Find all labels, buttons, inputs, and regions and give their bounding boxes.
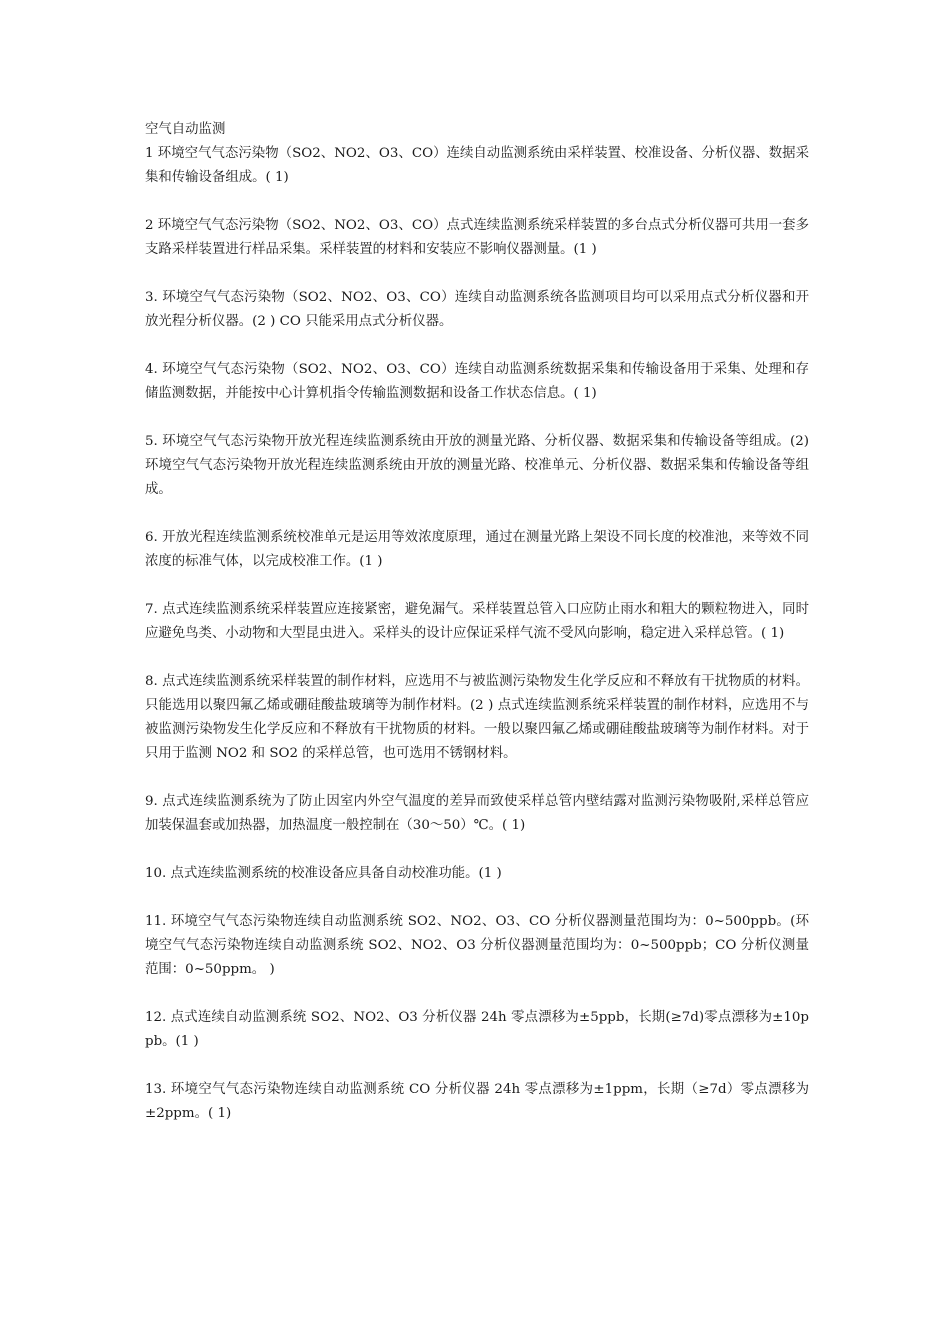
paragraph-2: 2 环境空气气态污染物（SO2、NO2、O3、CO）点式连续监测系统采样装置的多台点式分析仪器可共用一套多支路采样装置进行样品采集。采样装置的材料和安装应不影响仪器测量。(1 ) [145,218,809,257]
paragraph-7: 7. 点式连续监测系统采样装置应连接紧密，避免漏气。采样装置总管入口应防止雨水和粗大的颗粒物进入，同时应避免鸟类、小动物和大型昆虫进入。采样头的设计应保证采样气流不受风向影响，稳定进入采样总管。( 1) [145,602,809,641]
paragraph-10: 10. 点式连续监测系统的校准设备应具备自动校准功能。(1 ) [145,866,502,881]
paragraph-4: 4. 环境空气气态污染物（SO2、NO2、O3、CO）连续自动监测系统数据采集和传输设备用于采集、处理和存储监测数据，并能按中心计算机指令传输监测数据和设备工作状态信息。( 1) [145,362,809,401]
paragraph-8: 8. 点式连续监测系统采样装置的制作材料，应选用不与被监测污染物发生化学反应和不释放有干扰物质的材料。只能选用以聚四氟乙烯或硼硅酸盐玻璃等为制作材料。(2 ) 点式连续监测系统采样装置的制作材料，应选用不与被监测污染物发生化学反应和不释放有干扰物质的材料。一般以聚四氟乙烯或硼硅酸盐玻璃等为制作材料。对于只用于监测 NO2 和 SO2 的采样总管，也可选用不锈钢材料。 [145,674,809,761]
document-title: 空气自动监测 [145,122,226,137]
document-page [145,118,809,1126]
paragraph-5: 5. 环境空气气态污染物开放光程连续监测系统由开放的测量光路、分析仪器、数据采集和传输设备等组成。(2) 环境空气气态污染物开放光程连续监测系统由开放的测量光路、校准单元、分析仪器、数据采集和传输设备等组成。 [145,434,809,497]
paragraph-9: 9. 点式连续监测系统为了防止因室内外空气温度的差异而致使采样总管内壁结露对监测污染物吸附,采样总管应加装保温套或加热器，加热温度一般控制在（30～50）℃。( 1) [145,794,809,833]
paragraph-3: 3. 环境空气气态污染物（SO2、NO2、O3、CO）连续自动监测系统各监测项目均可以采用点式分析仪器和开放光程分析仪器。(2 ) CO 只能采用点式分析仪器。 [145,290,809,329]
paragraph-6: 6. 开放光程连续监测系统校准单元是运用等效浓度原理，通过在测量光路上架设不同长度的校准池，来等效不同浓度的标准气体，以完成校准工作。(1 ) [145,530,809,569]
paragraph-12: 12. 点式连续自动监测系统 SO2、NO2、O3 分析仪器 24h 零点漂移为±5ppb，长期(≥7d)零点漂移为±10ppb。(1 ) [145,1010,809,1049]
paragraph-11: 11. 环境空气气态污染物连续自动监测系统 SO2、NO2、O3、CO 分析仪器测量范围均为：0~500ppb。(环境空气气态污染物连续自动监测系统 SO2、NO2、O3 分析仪器测量范围均为：0~500ppb；CO 分析仪测量范围：0~50ppm。 ) [145,914,809,977]
paragraph-1: 1 环境空气气态污染物（SO2、NO2、O3、CO）连续自动监测系统由采样装置、校准设备、分析仪器、数据采集和传输设备组成。( 1) [145,146,809,185]
paragraph-13: 13. 环境空气气态污染物连续自动监测系统 CO 分析仪器 24h 零点漂移为±1ppm，长期（≥7d）零点漂移为±2ppm。( 1) [145,1082,809,1121]
